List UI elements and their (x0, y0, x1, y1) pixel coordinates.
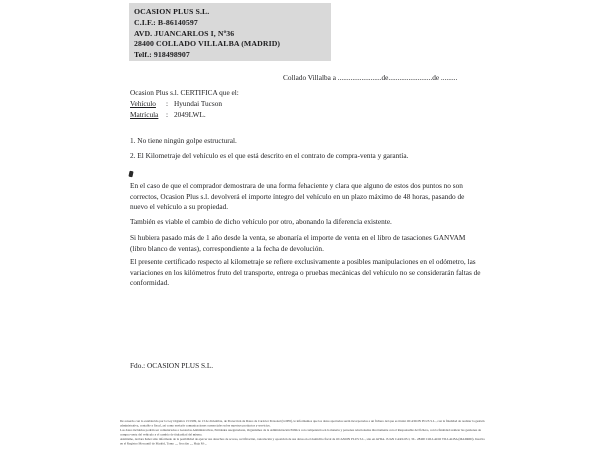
legal-paragraph-lopd: De acuerdo con lo establecido por la Ley Orgánica 15/1999, de 13 de diciembre, de Protección de Datos de Carácter Personal (LOPD), le informamos que los datos aportados serán incorporados a un fichero del que es titular OCASION PLUS S.L., con la finalidad de realizar la gestión administrativa, contable y fiscal, así como enviarle comunicaciones comerciales sobre nuestros productos y servicios. (120, 419, 485, 428)
legal-paragraph-data-sharing: Los datos incluidos podrán ser comunicados a Gestorías Administrativas, Entidades Aseguradoras, Organismos de la Administración Pública con competencia en la materia y personas relacionadas directamente con el Responsable del fichero, con la finalidad realizar las gestiones de compra venta del vehículo y el cambio de titularidad del mismo. (120, 428, 482, 437)
letterhead-company-name: OCASION PLUS S.L. (134, 7, 210, 16)
paragraph-ganvam: Si hubiera pasado más de 1 año desde la venta, se abonaría el importe de venta en el libro de tasaciones GANVAM (libro blanco de ventas), correspondiente a la fecha de devolución. (130, 233, 466, 253)
date-line: Collado Villalba a ........................de........................de ......... (283, 73, 458, 82)
scan-artifact-mark (128, 171, 133, 178)
signature-line: Fdo.: OCASION PLUS S.L. (130, 361, 214, 370)
paragraph-exchange: También es viable el cambio de dicho vehículo por otro, abonando la diferencia existente. (130, 217, 392, 226)
legal-footer-text (120, 419, 488, 446)
letterhead-address: AVD. JUANCARLOS I, Nº36 (134, 28, 235, 38)
plate-value: 2049LWL. (174, 110, 206, 119)
vehicle-row (130, 99, 222, 110)
letterhead-phone: Telf.: 918498907 (134, 50, 190, 60)
certify-line: Ocasion Plus s.l. CERTIFICA que el: (130, 88, 239, 97)
plate-label: Matrícula (130, 110, 159, 119)
letterhead-city: 28400 COLLADO VILLALBA (MADRID) (134, 39, 281, 49)
paragraph-odometer: El presente certificado respecto al kilometraje se refiere exclusivamente a posibles manipulaciones en el odómetro, las variaciones en los kilómetros fruto del transporte, entrega o pruebas mecánicas del vehículo no se considerarán faltas de conformidad. (130, 257, 481, 287)
plate-row (130, 110, 206, 121)
paragraph-refund: En el caso de que el comprador demostrara de una forma fehaciente y clara que alguno de estos dos puntos no son correctos, Ocasion Plus s.l. devolverá el importe íntegro del vehículo en un plazo máximo de 48 horas, pasando de nuevo el vehículo a su propiedad. (130, 181, 465, 211)
point-1: 1. No tiene ningún golpe estructural. (130, 136, 237, 145)
point-2: 2. El Kilometraje del vehículo es el que está descrito en el contrato de compra-venta y garantía. (130, 151, 409, 160)
letterhead-cif: C.I.F.: B-86140597 (134, 17, 198, 27)
vehicle-separator: : (166, 99, 169, 108)
vehicle-label: Vehículo (130, 99, 156, 108)
vehicle-value: Hyundai Tucson (174, 99, 223, 108)
plate-separator: : (166, 110, 169, 119)
legal-footer (120, 419, 488, 449)
company-letterhead (129, 3, 331, 61)
legal-paragraph-rights: Asimismo, declara haber sido informado de la posibilidad de ejercer sus derechos de acceso, rectificación, cancelación y oposición de sus datos en el domicilio fiscal de OCASION PLUS S.L., sito en AVDA. JUAN CARLOS I, 36 - 28400 COLLADO VILLALBA (MADRID). Inscrita en el Registro Mercantil de Madrid, Tomo ..., Sección ..., Hoja M-... (120, 437, 485, 446)
